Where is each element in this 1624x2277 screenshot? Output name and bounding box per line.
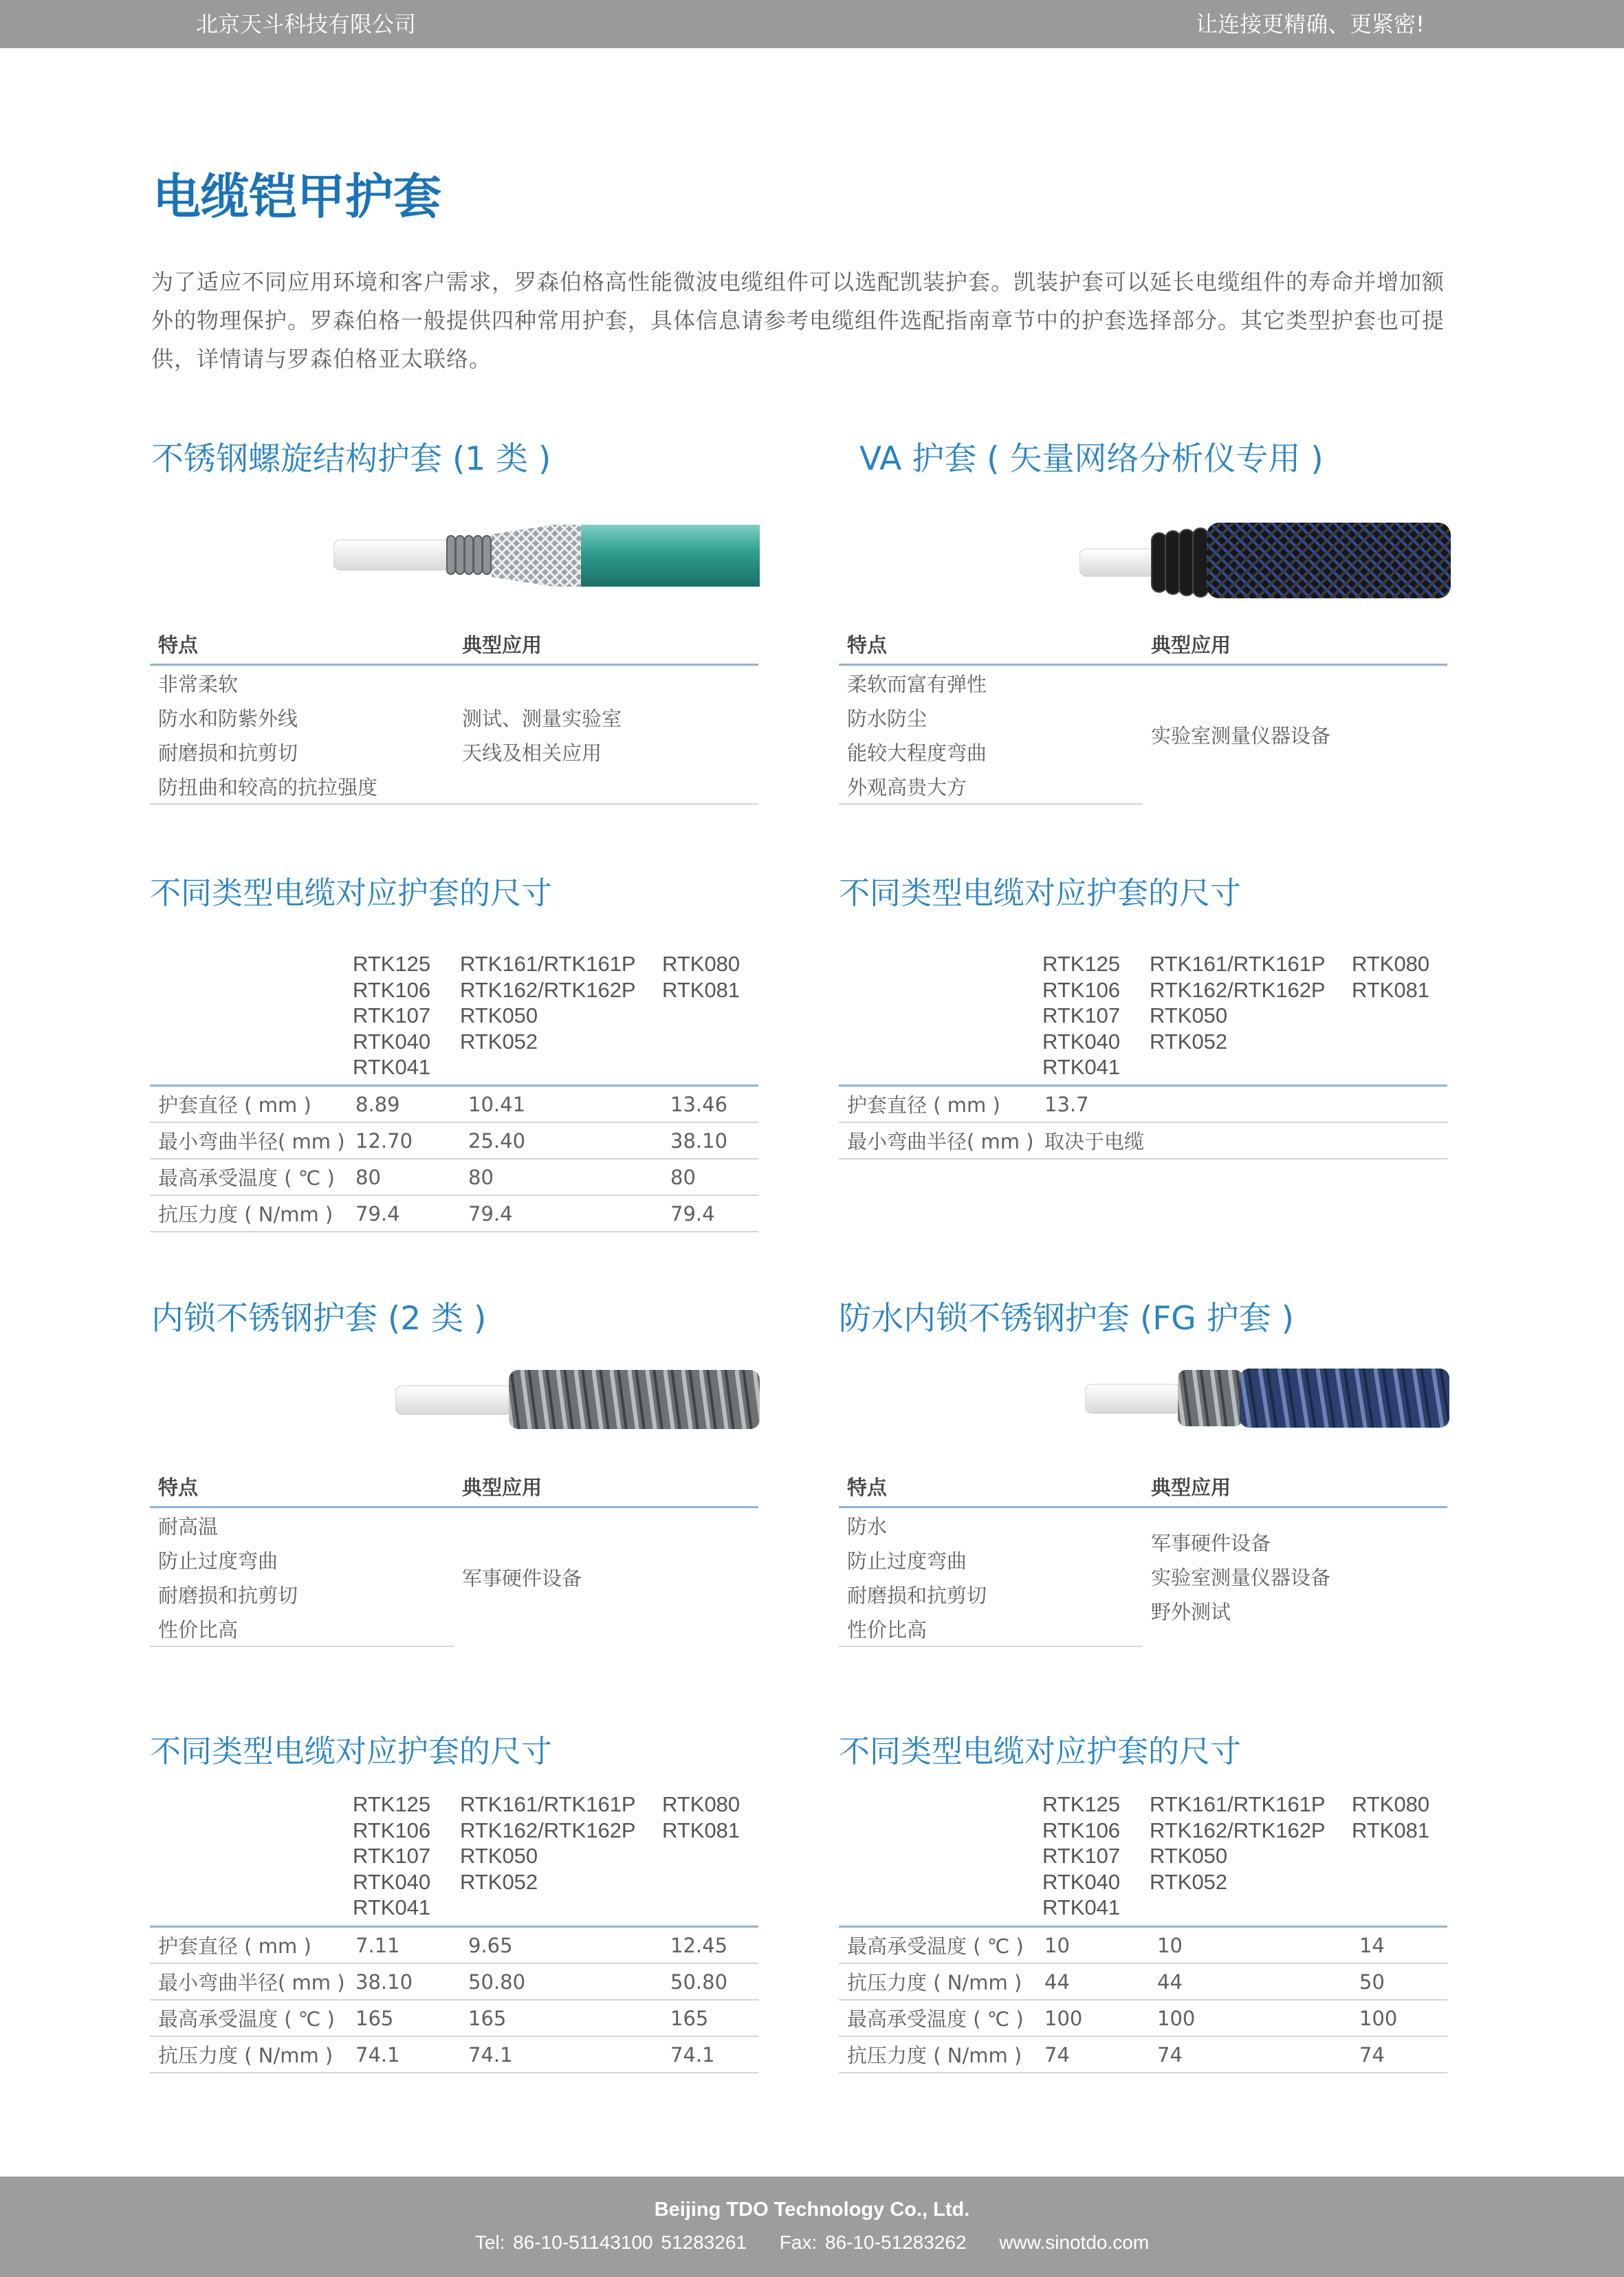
feature-item: 耐磨损和抗剪切 <box>158 1583 298 1607</box>
model-name: RTK041 <box>1042 1055 1121 1079</box>
type1-feature-table <box>150 629 758 805</box>
fg-spec-table <box>839 1926 1447 2073</box>
spec-row <box>150 1159 758 1195</box>
company-name: 北京天斗科技有限公司 <box>196 11 417 37</box>
model-name: RTK080 <box>1352 1792 1430 1816</box>
model-name: RTK052 <box>1150 1869 1228 1894</box>
type2-feature-table <box>150 1472 758 1647</box>
model-name: RTK080 <box>662 1792 740 1816</box>
model-name: RTK107 <box>1042 1003 1121 1027</box>
model-name: RTK125 <box>1042 1792 1121 1816</box>
application-item: 实验室测量仪器设备 <box>1151 724 1331 748</box>
spec-label: 最高承受温度 ( ℃ ) <box>150 1159 347 1195</box>
footer-fax: Fax: 86-10-51283262 <box>779 2232 967 2253</box>
spec-value: 13.46 <box>662 1086 758 1123</box>
model-name: RTK106 <box>1042 1818 1121 1842</box>
application-item: 天线及相关应用 <box>462 741 602 765</box>
feature-item: 性价比高 <box>839 1611 1143 1646</box>
spec-value: 50 <box>1351 1963 1447 2000</box>
va-spec-table <box>839 1085 1447 1159</box>
spec-value: 12.45 <box>662 1927 758 1964</box>
feature-item: 防止过度弯曲 <box>158 1549 278 1573</box>
application-header: 典型应用 <box>454 629 758 665</box>
model-name: RTK162/RTK162P <box>1150 1818 1326 1842</box>
spec-value: 38.10 <box>662 1122 758 1159</box>
spec-value: 79.4 <box>662 1195 758 1232</box>
feature-item: 防扭曲和较高的抗拉强度 <box>150 769 454 804</box>
model-name: RTK107 <box>1042 1844 1121 1868</box>
spec-value: 74 <box>1036 2036 1149 2073</box>
spec-value: 80 <box>347 1159 460 1195</box>
spec-value: 取决于电缆 <box>1036 1122 1447 1159</box>
model-name: RTK106 <box>353 1818 431 1842</box>
model-name: RTK107 <box>353 1003 431 1027</box>
spec-label: 抗压力度 ( N/mm ) <box>839 2036 1036 2073</box>
application-list <box>1143 1507 1447 1647</box>
fg-feature-table <box>839 1472 1447 1647</box>
model-name: RTK050 <box>1150 1844 1228 1868</box>
model-name: RTK106 <box>353 977 431 1002</box>
spec-value: 74 <box>1149 2036 1351 2073</box>
spec-value: 38.10 <box>347 1963 460 2000</box>
top-banner <box>0 0 1624 48</box>
spec-value: 50.80 <box>662 1963 758 2000</box>
fg-cable-image <box>1085 1367 1449 1429</box>
va-feature-table <box>839 629 1447 805</box>
spec-row <box>839 1927 1447 1964</box>
type1-cable-image <box>333 519 760 591</box>
model-name: RTK081 <box>1352 1818 1430 1842</box>
spec-value: 100 <box>1149 2000 1351 2036</box>
spec-value: 12.70 <box>347 1122 460 1159</box>
spec-label: 最高承受温度 ( ℃ ) <box>839 1927 1036 1964</box>
size-section-title: 不同类型电缆对应护套的尺寸 <box>150 1733 553 1769</box>
spec-label: 最高承受温度 ( ℃ ) <box>839 2000 1036 2036</box>
feature-item: 外观高贵大方 <box>839 769 1143 804</box>
model-name: RTK041 <box>1042 1895 1121 1919</box>
model-name: RTK040 <box>353 1869 431 1894</box>
spec-row <box>150 2036 758 2073</box>
spec-value: 165 <box>460 2000 662 2036</box>
model-name: RTK081 <box>662 977 740 1002</box>
spec-row <box>150 1122 758 1159</box>
page-title: 电缆铠甲护套 <box>153 168 441 225</box>
model-name: RTK161/RTK161P <box>1150 1792 1326 1816</box>
size-section-title: 不同类型电缆对应护套的尺寸 <box>150 875 553 911</box>
size-section-title: 不同类型电缆对应护套的尺寸 <box>839 875 1242 911</box>
type2-cable-image <box>395 1369 760 1430</box>
feature-item: 性价比高 <box>150 1611 454 1646</box>
model-name: RTK125 <box>1042 952 1121 976</box>
footer-tel: Tel: 86-10-51143100 51283261 <box>474 2232 747 2253</box>
model-name: RTK052 <box>460 1029 538 1054</box>
model-name: RTK050 <box>1150 1003 1228 1027</box>
application-item: 军事硬件设备 <box>462 1567 582 1590</box>
slogan: 让连接更精确、更紧密! <box>1196 11 1425 37</box>
spec-value: 80 <box>460 1159 662 1195</box>
model-name: RTK080 <box>662 952 740 976</box>
spec-label: 抗压力度 ( N/mm ) <box>839 1963 1036 2000</box>
section-title-va: VA 护套 ( 矢量网络分析仪专用 ) <box>859 440 1324 478</box>
spec-value: 44 <box>1149 1963 1351 2000</box>
spec-value: 8.89 <box>347 1086 460 1123</box>
type1-spec-table <box>150 1085 758 1232</box>
model-name: RTK161/RTK161P <box>1150 952 1326 976</box>
spec-value: 44 <box>1036 1963 1149 2000</box>
spec-value: 13.7 <box>1036 1086 1447 1123</box>
spec-label: 护套直径 ( mm ) <box>150 1927 347 1964</box>
spec-value: 25.40 <box>460 1122 662 1159</box>
feature-item: 防水 <box>847 1514 888 1538</box>
spec-row <box>150 1927 758 1964</box>
spec-row <box>150 1086 758 1123</box>
spec-label: 最小弯曲半径( mm ) <box>150 1122 347 1159</box>
model-name: RTK106 <box>1042 977 1121 1002</box>
size-section-title: 不同类型电缆对应护套的尺寸 <box>839 1733 1242 1769</box>
feature-item: 耐磨损和抗剪切 <box>158 741 298 765</box>
type2-spec-table <box>150 1926 758 2073</box>
spec-value: 74 <box>1351 2036 1447 2073</box>
spec-value: 80 <box>662 1159 758 1195</box>
spec-row <box>150 1195 758 1232</box>
model-name: RTK041 <box>353 1055 431 1079</box>
spec-value: 10 <box>1149 1927 1351 1964</box>
feature-item: 能较大程度弯曲 <box>847 741 987 765</box>
spec-value: 10 <box>1036 1927 1149 1964</box>
model-name: RTK081 <box>1352 977 1430 1002</box>
spec-value: 79.4 <box>460 1195 662 1232</box>
spec-row <box>839 1086 1447 1123</box>
application-item: 测试、测量实验室 <box>462 706 622 730</box>
feature-item: 防水和防紫外线 <box>158 706 298 730</box>
spec-value: 165 <box>662 2000 758 2036</box>
model-name: RTK125 <box>353 1792 431 1816</box>
spec-label: 最小弯曲半径( mm ) <box>839 1122 1036 1159</box>
feature-item: 防止过度弯曲 <box>847 1549 967 1573</box>
application-item: 实验室测量仪器设备 <box>1151 1565 1331 1589</box>
application-header: 典型应用 <box>1143 1472 1447 1507</box>
spec-value: 7.11 <box>347 1927 460 1964</box>
application-header: 典型应用 <box>454 1472 758 1507</box>
spec-label: 抗压力度 ( N/mm ) <box>150 2036 347 2073</box>
spec-label: 最高承受温度 ( ℃ ) <box>150 2000 347 2036</box>
spec-value: 50.80 <box>460 1963 662 2000</box>
spec-row <box>839 2000 1447 2036</box>
model-name: RTK080 <box>1352 952 1430 976</box>
spec-row <box>150 1963 758 2000</box>
feature-item: 耐磨损和抗剪切 <box>847 1583 987 1607</box>
spec-row <box>839 2036 1447 2073</box>
spec-value: 14 <box>1351 1927 1447 1964</box>
spec-value: 74.1 <box>460 2036 662 2073</box>
feature-header: 特点 <box>839 629 1143 665</box>
model-name: RTK052 <box>460 1869 538 1894</box>
feature-header: 特点 <box>839 1472 1143 1507</box>
model-name: RTK162/RTK162P <box>1150 977 1326 1002</box>
spec-value: 100 <box>1036 2000 1149 2036</box>
feature-item: 柔软而富有弹性 <box>847 672 987 696</box>
model-name: RTK162/RTK162P <box>460 1818 636 1842</box>
section-title-type1: 不锈钢螺旋结构护套 (1 类 ) <box>151 440 551 478</box>
spec-value: 10.41 <box>460 1086 662 1123</box>
application-item: 军事硬件设备 <box>1151 1531 1271 1555</box>
spec-label: 护套直径 ( mm ) <box>150 1086 347 1123</box>
model-name: RTK161/RTK161P <box>460 1792 636 1816</box>
spec-row <box>839 1963 1447 2000</box>
spec-value: 74.1 <box>662 2036 758 2073</box>
model-name: RTK162/RTK162P <box>460 977 636 1002</box>
model-name: RTK040 <box>353 1029 431 1054</box>
model-name: RTK161/RTK161P <box>460 952 636 976</box>
feature-item: 耐高温 <box>158 1514 219 1538</box>
model-name: RTK107 <box>353 1844 431 1868</box>
model-name: RTK050 <box>460 1844 538 1868</box>
application-item: 野外测试 <box>1151 1600 1231 1624</box>
footer <box>0 2177 1624 2277</box>
model-name: RTK125 <box>353 952 431 976</box>
spec-label: 护套直径 ( mm ) <box>839 1086 1036 1123</box>
model-name: RTK040 <box>1042 1869 1121 1894</box>
spec-value: 74.1 <box>347 2036 460 2073</box>
section-title-type2: 内锁不锈钢护套 (2 类 ) <box>151 1300 487 1338</box>
spec-label: 抗压力度 ( N/mm ) <box>150 1195 347 1232</box>
model-name: RTK081 <box>662 1818 740 1842</box>
application-header: 典型应用 <box>1143 629 1447 665</box>
feature-item: 非常柔软 <box>158 672 239 696</box>
feature-header: 特点 <box>150 629 454 665</box>
model-name: RTK052 <box>1150 1029 1228 1054</box>
spec-label: 最小弯曲半径( mm ) <box>150 1963 347 2000</box>
intro-paragraph: 为了适应不同应用环境和客户需求，罗森伯格高性能微波电缆组件可以选配凯装护套。凯装护套可以延长电缆组件的寿命并增加额外的物理保护。罗森伯格一般提供四种常用护套，具体信息请参考电缆组件选配指南章节中的护套选择部分。其它类型护套也可提供，详情请与罗森伯格亚太联络。 <box>151 269 1445 372</box>
footer-company: Beijing TDO Technology Co., Ltd. <box>654 2199 970 2221</box>
spec-value: 9.65 <box>460 1927 662 1964</box>
spec-row <box>839 1122 1447 1159</box>
model-name: RTK040 <box>1042 1029 1121 1054</box>
spec-row <box>150 2000 758 2036</box>
spec-value: 79.4 <box>347 1195 460 1232</box>
footer-contact <box>0 2232 1624 2254</box>
footer-website[interactable]: www.sinotdo.com <box>999 2232 1150 2253</box>
spec-value: 165 <box>347 2000 460 2036</box>
section-title-fg: 防水内锁不锈钢护套 (FG 护套 ) <box>839 1300 1294 1338</box>
feature-item: 防水防尘 <box>847 706 928 730</box>
va-cable-image <box>1079 516 1451 602</box>
model-name: RTK041 <box>353 1895 431 1919</box>
spec-value: 100 <box>1351 2000 1447 2036</box>
model-name: RTK050 <box>460 1003 538 1027</box>
feature-header: 特点 <box>150 1472 454 1507</box>
